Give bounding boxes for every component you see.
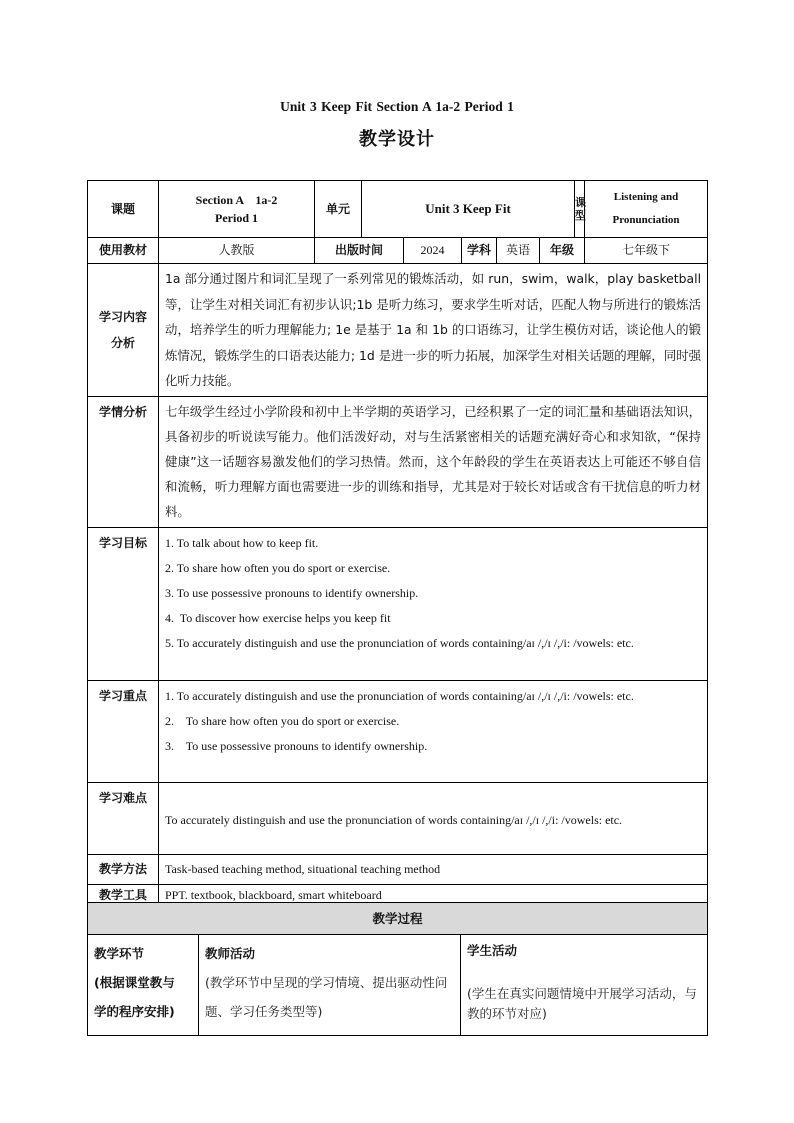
- objective-item: 4. To discover how exercise helps you keep fit: [165, 611, 391, 626]
- label-difficulties: 学习难点: [88, 782, 159, 854]
- textbook-value: 人教版: [159, 238, 315, 264]
- label-subject: 学科: [462, 238, 497, 264]
- student-activity-column: [461, 935, 708, 1036]
- student-activity-note: (学生在真实问题情境中开展学习活动，与教的环节对应): [467, 986, 697, 1021]
- objectives-list: [159, 527, 708, 680]
- label-tools: 教学工具: [88, 884, 159, 906]
- document-header-line: Unit 3 Keep Fit Section A 1a-2 Period 1: [280, 99, 514, 114]
- label-textbook: 使用教材: [88, 238, 159, 264]
- document-title: 教学设计: [359, 129, 435, 150]
- lesson-type-value: [585, 181, 708, 238]
- difficulties-text: To accurately distinguish and use the pronunciation of words containing/aɪ /,/ɪ /,/i: /vowels: etc.: [159, 782, 708, 854]
- learner-analysis-text: 七年级学生经过小学阶段和初中上半学期的英语学习，已经积累了一定的词汇量和基础语法知识，具备初步的听说读写能力。他们活泼好动，对与生活紧密相关的话题充满好奇心和求知欲，“保持健康”这一话题容易激发他们的学习热情。然而，这个年龄段的学生在英语表达上可能还不够自信和流畅，听力理解方面也需要进一步的训练和指导，尤其是对于较长对话或含有干扰信息的听力材料。: [159, 396, 708, 527]
- teacher-activity-note: (教学环节中呈现的学习情境、提出驱动性问题、学习任务类型等): [205, 975, 448, 1019]
- teacher-activity-column: [199, 935, 461, 1036]
- process-stage-column: [88, 935, 199, 1036]
- stage-line-1: 教学环节: [94, 946, 145, 961]
- label-publication-time: 出版时间: [315, 238, 404, 264]
- label-methods: 教学方法: [88, 854, 159, 884]
- publication-time-value: 2024: [404, 238, 462, 264]
- label-content-analysis: [88, 264, 159, 397]
- key-point-item: 2. To share how often you do sport or exercise.: [165, 713, 400, 728]
- subject-value: 英语: [497, 238, 540, 264]
- lesson-info-table: [87, 180, 708, 907]
- teaching-process-table: [87, 902, 708, 1036]
- student-activity-heading: 学生活动: [467, 943, 518, 958]
- label-topic: 课题: [88, 181, 159, 238]
- stage-line-2: (根据课堂教与: [94, 975, 175, 990]
- topic-line-2: Period 1: [215, 210, 258, 225]
- process-title: 教学过程: [88, 903, 708, 935]
- label-learner-analysis: 学情分析: [88, 396, 159, 527]
- row-difficulties: [88, 782, 708, 854]
- objective-item: 3. To use possessive pronouns to identify ownership.: [165, 585, 419, 600]
- row-methods: [88, 854, 708, 884]
- teacher-activity-heading: 教师活动: [205, 946, 256, 961]
- process-title-row: [88, 903, 708, 935]
- objective-item: 2. To share how often you do sport or exercise.: [165, 560, 391, 575]
- lesson-type-line-2: Pronunciation: [612, 213, 680, 226]
- stage-line-3: 学的程序安排): [94, 1004, 175, 1019]
- row-textbook: [88, 238, 708, 264]
- objective-item: 1. To talk about how to keep fit.: [165, 535, 319, 550]
- label-content-analysis-line-1: 学习内容: [98, 309, 147, 324]
- key-point-item: 1. To accurately distinguish and use the pronunciation of words containing/aɪ /,/ɪ /,/i: /vowels: etc.: [165, 688, 634, 703]
- label-grade: 年级: [540, 238, 585, 264]
- row-objectives: [88, 527, 708, 680]
- topic-line-1: Section A 1a-2: [195, 193, 278, 208]
- lesson-type-line-1: Listening and: [613, 191, 679, 204]
- objective-item: 5. To accurately distinguish and use the pronunciation of words containing/aɪ /,/ɪ /,/i: /vowels: etc.: [165, 636, 634, 651]
- label-unit: 单元: [315, 181, 362, 238]
- grade-value: 七年级下: [585, 238, 708, 264]
- process-columns-row: [88, 935, 708, 1036]
- content-analysis-text: 1a 部分通过图片和词汇呈现了一系列常见的锻炼活动，如 run，swim，walk，play basketball 等，让学生对相关词汇有初步认识;1b 是听力练习，要求学生听对话，匹配人物与所进行的锻炼活动，培养学生的听力理解能力; 1e 是基于 1a 和 1b 的口语练习，让学生模仿对话，谈论他人的锻炼情况，锻炼学生的口语表达能力; 1d 是进一步的听力拓展，加深学生对相关话题的理解，同时强化听力技能。: [159, 264, 708, 397]
- row-content-analysis: [88, 264, 708, 397]
- tools-text: PPT. textbook, blackboard, smart whiteboard: [159, 884, 708, 906]
- label-content-analysis-line-2: 分析: [110, 335, 135, 350]
- label-objectives: 学习目标: [88, 527, 159, 680]
- methods-text: Task-based teaching method, situational teaching method: [159, 854, 708, 884]
- label-lesson-type: 课型: [575, 181, 585, 238]
- row-learner-analysis: [88, 396, 708, 527]
- key-point-item: 3. To use possessive pronouns to identify ownership.: [165, 738, 428, 753]
- row-key-points: [88, 680, 708, 782]
- topic-value: [159, 181, 315, 238]
- unit-value: Unit 3 Keep Fit: [362, 181, 575, 238]
- label-key-points: 学习重点: [88, 680, 159, 782]
- key-points-list: [159, 680, 708, 782]
- row-topic: [88, 181, 708, 238]
